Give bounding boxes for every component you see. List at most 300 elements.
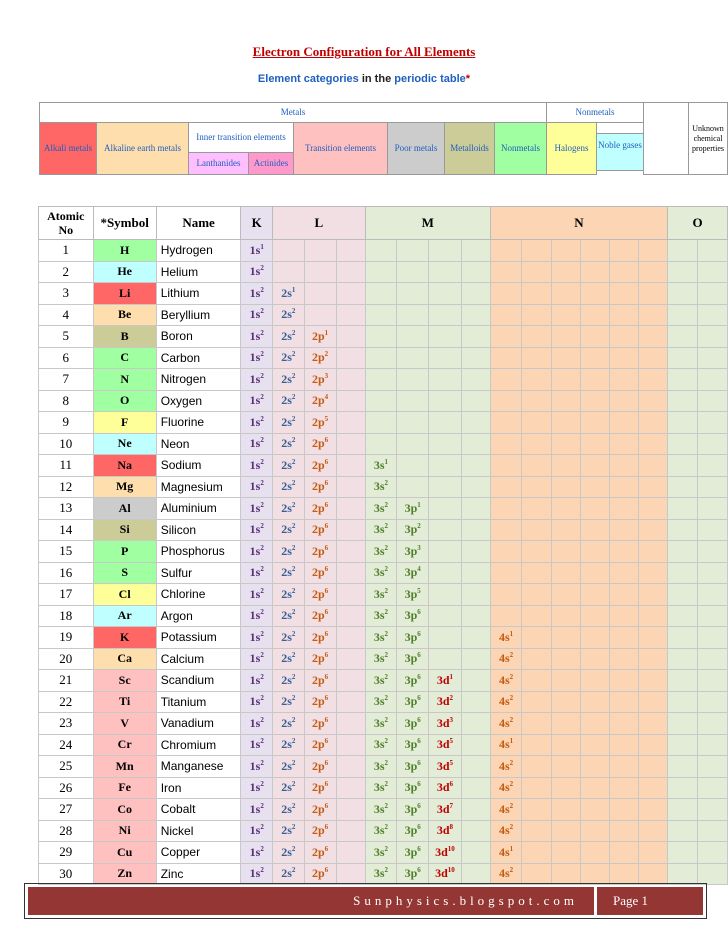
legend-inner-transition[interactable]: Inner transition elements bbox=[189, 123, 294, 153]
orbital-cell bbox=[429, 670, 462, 692]
electron-count: 2 bbox=[509, 801, 514, 810]
element-name: Lithium bbox=[156, 283, 241, 305]
orbital-cell bbox=[490, 283, 522, 305]
orbital-cell bbox=[522, 261, 551, 283]
orbital-label: 3p bbox=[404, 608, 418, 623]
legend-nonmetals[interactable]: Nonmetals bbox=[495, 123, 547, 175]
element-symbol: O bbox=[93, 390, 156, 412]
legend-metalloids[interactable]: Metalloids bbox=[445, 123, 495, 175]
legend-halogens[interactable]: Halogens bbox=[547, 123, 597, 175]
orbital-value bbox=[312, 565, 328, 579]
electron-count: 2 bbox=[260, 393, 264, 402]
orbital-value bbox=[499, 737, 513, 751]
orbital-cell bbox=[638, 261, 667, 283]
electron-count: 6 bbox=[324, 823, 329, 832]
orbital-cell bbox=[273, 261, 305, 283]
electron-count: 2 bbox=[509, 651, 514, 660]
orbital-cell bbox=[490, 863, 522, 885]
orbital-label: 2p bbox=[311, 780, 325, 795]
orbital-cell bbox=[490, 713, 522, 735]
orbital-cell bbox=[461, 283, 490, 305]
orbital-label: 1s bbox=[249, 436, 261, 451]
orbital-cell bbox=[273, 734, 305, 756]
orbital-cell bbox=[461, 369, 490, 391]
header-shell-l: L bbox=[273, 207, 366, 240]
element-symbol: Fe bbox=[93, 777, 156, 799]
orbital-cell bbox=[580, 283, 609, 305]
table-row bbox=[39, 369, 728, 391]
element-name: Sodium bbox=[156, 455, 241, 477]
legend-actinides[interactable]: Actinides bbox=[249, 153, 294, 175]
electron-count: 2 bbox=[384, 780, 389, 789]
orbital-value bbox=[250, 307, 264, 321]
orbital-label: 3s bbox=[373, 457, 385, 472]
electron-count: 1 bbox=[417, 500, 421, 509]
orbital-cell bbox=[336, 820, 365, 842]
orbital-label: 3d bbox=[435, 844, 448, 859]
orbital-cell bbox=[522, 627, 551, 649]
orbital-cell bbox=[304, 261, 336, 283]
orbital-cell bbox=[397, 713, 429, 735]
orbital-label: 1s bbox=[249, 866, 261, 881]
electron-count: 2 bbox=[260, 672, 264, 681]
orbital-value bbox=[374, 866, 388, 880]
orbital-cell bbox=[336, 326, 365, 348]
electron-count: 6 bbox=[417, 694, 421, 703]
orbital-value bbox=[312, 694, 328, 708]
electron-count: 2 bbox=[384, 715, 389, 724]
element-categories-link[interactable]: Element categories bbox=[257, 73, 359, 85]
orbital-cell bbox=[668, 347, 698, 369]
orbital-label: 1s bbox=[249, 522, 261, 537]
orbital-cell bbox=[697, 777, 727, 799]
orbital-cell bbox=[336, 455, 365, 477]
orbital-cell bbox=[580, 627, 609, 649]
orbital-cell bbox=[397, 304, 429, 326]
orbital-cell bbox=[241, 842, 273, 864]
orbital-label: 3s bbox=[373, 801, 385, 816]
orbital-cell bbox=[397, 498, 429, 520]
orbital-cell bbox=[429, 842, 462, 864]
orbital-cell bbox=[461, 519, 490, 541]
footer-page-number: Page 1 bbox=[597, 887, 703, 915]
orbital-cell bbox=[241, 433, 273, 455]
table-row bbox=[39, 326, 728, 348]
orbital-cell bbox=[241, 476, 273, 498]
orbital-cell bbox=[490, 304, 522, 326]
orbital-cell bbox=[336, 756, 365, 778]
orbital-label: 2s bbox=[281, 285, 292, 300]
legend-noble-gases[interactable]: Noble gases bbox=[596, 133, 644, 171]
orbital-label: 2s bbox=[281, 393, 292, 408]
orbital-cell bbox=[668, 541, 698, 563]
atomic-number: 27 bbox=[39, 799, 94, 821]
electron-count: 2 bbox=[291, 737, 296, 746]
orbital-label: 2p bbox=[311, 586, 325, 601]
element-symbol: N bbox=[93, 369, 156, 391]
subtitle-asterisk: * bbox=[465, 73, 471, 85]
element-name: Neon bbox=[156, 433, 241, 455]
electron-count: 6 bbox=[324, 844, 329, 853]
orbital-label: 3d bbox=[436, 801, 450, 816]
orbital-label: 4s bbox=[499, 823, 510, 838]
electron-count: 2 bbox=[384, 479, 389, 488]
orbital-cell bbox=[461, 455, 490, 477]
electron-count: 2 bbox=[384, 672, 389, 681]
legend-poor-metals[interactable]: Poor metals bbox=[388, 123, 445, 175]
orbital-label: 1s bbox=[249, 629, 261, 644]
table-row bbox=[39, 433, 728, 455]
orbital-cell bbox=[429, 820, 462, 842]
electron-count: 1 bbox=[384, 457, 389, 466]
orbital-value bbox=[312, 372, 328, 386]
orbital-cell bbox=[580, 777, 609, 799]
orbital-cell bbox=[668, 562, 698, 584]
orbital-cell bbox=[609, 777, 638, 799]
orbital-label: 2p bbox=[311, 414, 325, 429]
orbital-cell bbox=[522, 369, 551, 391]
orbital-cell bbox=[365, 240, 397, 262]
orbital-value bbox=[374, 458, 388, 472]
orbital-cell bbox=[273, 476, 305, 498]
orbital-cell bbox=[551, 734, 580, 756]
orbital-label: 2s bbox=[281, 672, 292, 687]
orbital-cell bbox=[580, 584, 609, 606]
element-name: Cobalt bbox=[156, 799, 241, 821]
element-symbol: H bbox=[93, 240, 156, 262]
orbital-cell bbox=[609, 820, 638, 842]
element-name: Oxygen bbox=[156, 390, 241, 412]
orbital-value bbox=[499, 802, 513, 816]
orbital-cell bbox=[522, 648, 551, 670]
electron-count: 2 bbox=[384, 758, 389, 767]
orbital-cell bbox=[304, 756, 336, 778]
electron-count: 6 bbox=[324, 715, 329, 724]
orbital-label: 3d bbox=[436, 758, 450, 773]
orbital-cell bbox=[241, 261, 273, 283]
orbital-cell bbox=[551, 261, 580, 283]
orbital-cell bbox=[609, 627, 638, 649]
orbital-cell bbox=[273, 820, 305, 842]
orbital-label: 3s bbox=[373, 629, 385, 644]
orbital-cell bbox=[580, 498, 609, 520]
electron-count: 1 bbox=[509, 629, 514, 638]
orbital-value bbox=[250, 866, 264, 880]
orbital-label: 4s bbox=[499, 844, 510, 859]
orbital-cell bbox=[241, 347, 273, 369]
orbital-label: 3s bbox=[373, 866, 385, 881]
electron-count: 2 bbox=[384, 737, 389, 746]
orbital-label: 1s bbox=[249, 801, 261, 816]
table-row bbox=[39, 476, 728, 498]
electron-count: 6 bbox=[324, 866, 329, 875]
orbital-value bbox=[435, 845, 455, 859]
orbital-cell bbox=[638, 842, 667, 864]
electron-count: 6 bbox=[417, 651, 421, 660]
electron-count: 2 bbox=[291, 500, 296, 509]
electron-count: 2 bbox=[291, 479, 296, 488]
orbital-value bbox=[312, 415, 328, 429]
orbital-cell bbox=[461, 347, 490, 369]
orbital-cell bbox=[365, 734, 397, 756]
orbital-cell bbox=[241, 541, 273, 563]
orbital-label: 2p bbox=[311, 393, 325, 408]
orbital-cell bbox=[273, 519, 305, 541]
orbital-cell bbox=[273, 326, 305, 348]
orbital-cell bbox=[397, 347, 429, 369]
orbital-cell bbox=[609, 326, 638, 348]
orbital-cell bbox=[461, 756, 490, 778]
orbital-cell bbox=[304, 842, 336, 864]
atomic-number: 13 bbox=[39, 498, 94, 520]
orbital-label: 1s bbox=[249, 737, 261, 752]
electron-count: 2 bbox=[291, 543, 296, 552]
orbital-cell bbox=[522, 713, 551, 735]
legend-alkali[interactable]: Alkali metals bbox=[40, 123, 97, 175]
legend-lanthanides[interactable]: Lanthanides bbox=[189, 153, 249, 175]
orbital-cell bbox=[609, 455, 638, 477]
atomic-number: 20 bbox=[39, 648, 94, 670]
orbital-cell bbox=[365, 304, 397, 326]
orbital-cell bbox=[638, 240, 667, 262]
orbital-cell bbox=[461, 605, 490, 627]
orbital-cell bbox=[429, 691, 462, 713]
orbital-cell bbox=[697, 412, 727, 434]
orbital-value bbox=[405, 694, 421, 708]
orbital-cell bbox=[551, 691, 580, 713]
orbital-value bbox=[405, 780, 421, 794]
orbital-label: 4s bbox=[499, 694, 510, 709]
orbital-cell bbox=[668, 283, 698, 305]
orbital-value bbox=[499, 694, 513, 708]
orbital-cell bbox=[551, 820, 580, 842]
legend-transition[interactable]: Transition elements bbox=[294, 123, 388, 175]
orbital-cell bbox=[429, 562, 462, 584]
orbital-cell bbox=[697, 304, 727, 326]
orbital-label: 1s bbox=[249, 457, 261, 472]
orbital-cell bbox=[551, 648, 580, 670]
element-name: Potassium bbox=[156, 627, 241, 649]
orbital-cell bbox=[697, 734, 727, 756]
orbital-cell bbox=[668, 777, 698, 799]
orbital-label: 3s bbox=[373, 758, 385, 773]
orbital-label: 3p bbox=[404, 586, 418, 601]
orbital-cell bbox=[490, 627, 522, 649]
orbital-label: 4s bbox=[499, 651, 510, 666]
orbital-cell bbox=[397, 562, 429, 584]
electron-count: 1 bbox=[324, 328, 329, 337]
orbital-label: 3s bbox=[373, 543, 385, 558]
orbital-label: 2p bbox=[311, 371, 325, 386]
table-row bbox=[39, 713, 728, 735]
orbital-cell bbox=[273, 433, 305, 455]
orbital-label: 2s bbox=[281, 371, 292, 386]
orbital-cell bbox=[241, 756, 273, 778]
table-row bbox=[39, 390, 728, 412]
orbital-cell bbox=[490, 369, 522, 391]
electron-count: 6 bbox=[417, 780, 421, 789]
orbital-cell bbox=[273, 842, 305, 864]
orbital-cell bbox=[551, 476, 580, 498]
electron-count: 2 bbox=[384, 866, 389, 875]
periodic-table-link[interactable]: periodic table bbox=[394, 73, 466, 85]
orbital-cell bbox=[522, 842, 551, 864]
table-row bbox=[39, 455, 728, 477]
orbital-cell bbox=[461, 476, 490, 498]
electron-count: 2 bbox=[291, 823, 296, 832]
element-name: Calcium bbox=[156, 648, 241, 670]
orbital-cell bbox=[522, 412, 551, 434]
element-symbol: Al bbox=[93, 498, 156, 520]
orbital-cell bbox=[580, 369, 609, 391]
orbital-cell bbox=[551, 240, 580, 262]
orbital-label: 2s bbox=[281, 522, 292, 537]
orbital-cell bbox=[697, 498, 727, 520]
electron-count: 2 bbox=[260, 285, 264, 294]
orbital-cell bbox=[638, 541, 667, 563]
table-row bbox=[39, 648, 728, 670]
orbital-cell bbox=[609, 304, 638, 326]
orbital-cell bbox=[429, 304, 462, 326]
orbital-label: 2s bbox=[281, 780, 292, 795]
orbital-cell bbox=[273, 240, 305, 262]
orbital-label: 2p bbox=[311, 844, 325, 859]
orbital-value bbox=[405, 845, 421, 859]
orbital-label: 2p bbox=[311, 350, 325, 365]
orbital-cell bbox=[304, 433, 336, 455]
orbital-cell bbox=[304, 412, 336, 434]
orbital-cell bbox=[551, 433, 580, 455]
orbital-cell bbox=[429, 347, 462, 369]
orbital-value bbox=[312, 866, 328, 880]
orbital-cell bbox=[397, 691, 429, 713]
orbital-value bbox=[312, 780, 328, 794]
orbital-value bbox=[374, 737, 388, 751]
electron-count: 6 bbox=[417, 715, 421, 724]
legend-metals[interactable]: Metals bbox=[40, 103, 547, 123]
orbital-cell bbox=[580, 713, 609, 735]
orbital-label: 4s bbox=[499, 737, 510, 752]
orbital-cell bbox=[304, 799, 336, 821]
electron-count: 6 bbox=[324, 694, 329, 703]
electron-count: 6 bbox=[324, 651, 329, 660]
orbital-cell bbox=[273, 691, 305, 713]
orbital-cell bbox=[668, 842, 698, 864]
orbital-cell bbox=[638, 734, 667, 756]
orbital-label: 2p bbox=[311, 629, 325, 644]
orbital-cell bbox=[336, 627, 365, 649]
header-shell-o: O bbox=[668, 207, 728, 240]
orbital-value bbox=[281, 780, 295, 794]
orbital-value bbox=[250, 780, 264, 794]
orbital-value bbox=[374, 501, 388, 515]
orbital-cell bbox=[668, 433, 698, 455]
electron-count: 1 bbox=[291, 285, 296, 294]
orbital-cell bbox=[461, 863, 490, 885]
orbital-cell bbox=[668, 734, 698, 756]
orbital-cell bbox=[580, 734, 609, 756]
orbital-cell bbox=[522, 519, 551, 541]
electron-count: 2 bbox=[291, 715, 296, 724]
orbital-label: 3p bbox=[404, 500, 418, 515]
orbital-label: 3s bbox=[373, 672, 385, 687]
orbital-cell bbox=[273, 412, 305, 434]
element-name: Titanium bbox=[156, 691, 241, 713]
atomic-number: 1 bbox=[39, 240, 94, 262]
orbital-cell bbox=[304, 670, 336, 692]
orbital-label: 1s bbox=[249, 844, 261, 859]
orbital-label: 3s bbox=[373, 586, 385, 601]
orbital-value bbox=[281, 587, 295, 601]
orbital-cell bbox=[522, 304, 551, 326]
orbital-cell bbox=[429, 734, 462, 756]
orbital-cell bbox=[273, 584, 305, 606]
electron-count: 2 bbox=[384, 823, 389, 832]
orbital-label: 2p bbox=[311, 694, 325, 709]
electron-count: 2 bbox=[291, 758, 296, 767]
orbital-label: 3d bbox=[436, 715, 450, 730]
legend-spacer bbox=[644, 103, 689, 175]
orbital-cell bbox=[668, 756, 698, 778]
element-symbol: Sc bbox=[93, 670, 156, 692]
atomic-number: 25 bbox=[39, 756, 94, 778]
atomic-number: 5 bbox=[39, 326, 94, 348]
orbital-value bbox=[312, 759, 328, 773]
electron-count: 6 bbox=[324, 608, 329, 617]
orbital-cell bbox=[365, 476, 397, 498]
orbital-cell bbox=[697, 476, 727, 498]
legend-nonmetals-group[interactable]: Nonmetals bbox=[547, 103, 644, 123]
orbital-cell bbox=[609, 283, 638, 305]
orbital-label: 2p bbox=[311, 672, 325, 687]
orbital-cell bbox=[273, 390, 305, 412]
orbital-cell bbox=[638, 648, 667, 670]
orbital-value bbox=[374, 651, 388, 665]
orbital-cell bbox=[429, 541, 462, 563]
orbital-cell bbox=[336, 412, 365, 434]
orbital-cell bbox=[273, 347, 305, 369]
orbital-cell bbox=[429, 498, 462, 520]
orbital-cell bbox=[241, 605, 273, 627]
electron-count: 6 bbox=[324, 500, 329, 509]
orbital-value bbox=[374, 630, 388, 644]
orbital-value bbox=[281, 630, 295, 644]
orbital-cell bbox=[461, 412, 490, 434]
orbital-cell bbox=[461, 627, 490, 649]
orbital-label: 3p bbox=[404, 801, 418, 816]
table-row bbox=[39, 691, 728, 713]
electron-count: 1 bbox=[449, 672, 453, 681]
legend-alkaline-earth[interactable]: Alkaline earth metals bbox=[97, 123, 189, 175]
orbital-label: 3p bbox=[404, 758, 418, 773]
orbital-label: 2s bbox=[281, 586, 292, 601]
orbital-value bbox=[312, 501, 328, 515]
orbital-label: 3p bbox=[404, 694, 418, 709]
orbital-label: 2s bbox=[281, 758, 292, 773]
orbital-value bbox=[250, 759, 264, 773]
orbital-value bbox=[405, 716, 421, 730]
electron-count: 2 bbox=[260, 414, 264, 423]
orbital-value bbox=[250, 393, 264, 407]
orbital-value bbox=[281, 673, 295, 687]
orbital-cell bbox=[580, 541, 609, 563]
orbital-cell bbox=[397, 541, 429, 563]
electron-count: 2 bbox=[260, 307, 264, 316]
orbital-cell bbox=[397, 799, 429, 821]
electron-count: 3 bbox=[417, 543, 421, 552]
orbital-cell bbox=[273, 863, 305, 885]
orbital-label: 1s bbox=[249, 780, 261, 795]
